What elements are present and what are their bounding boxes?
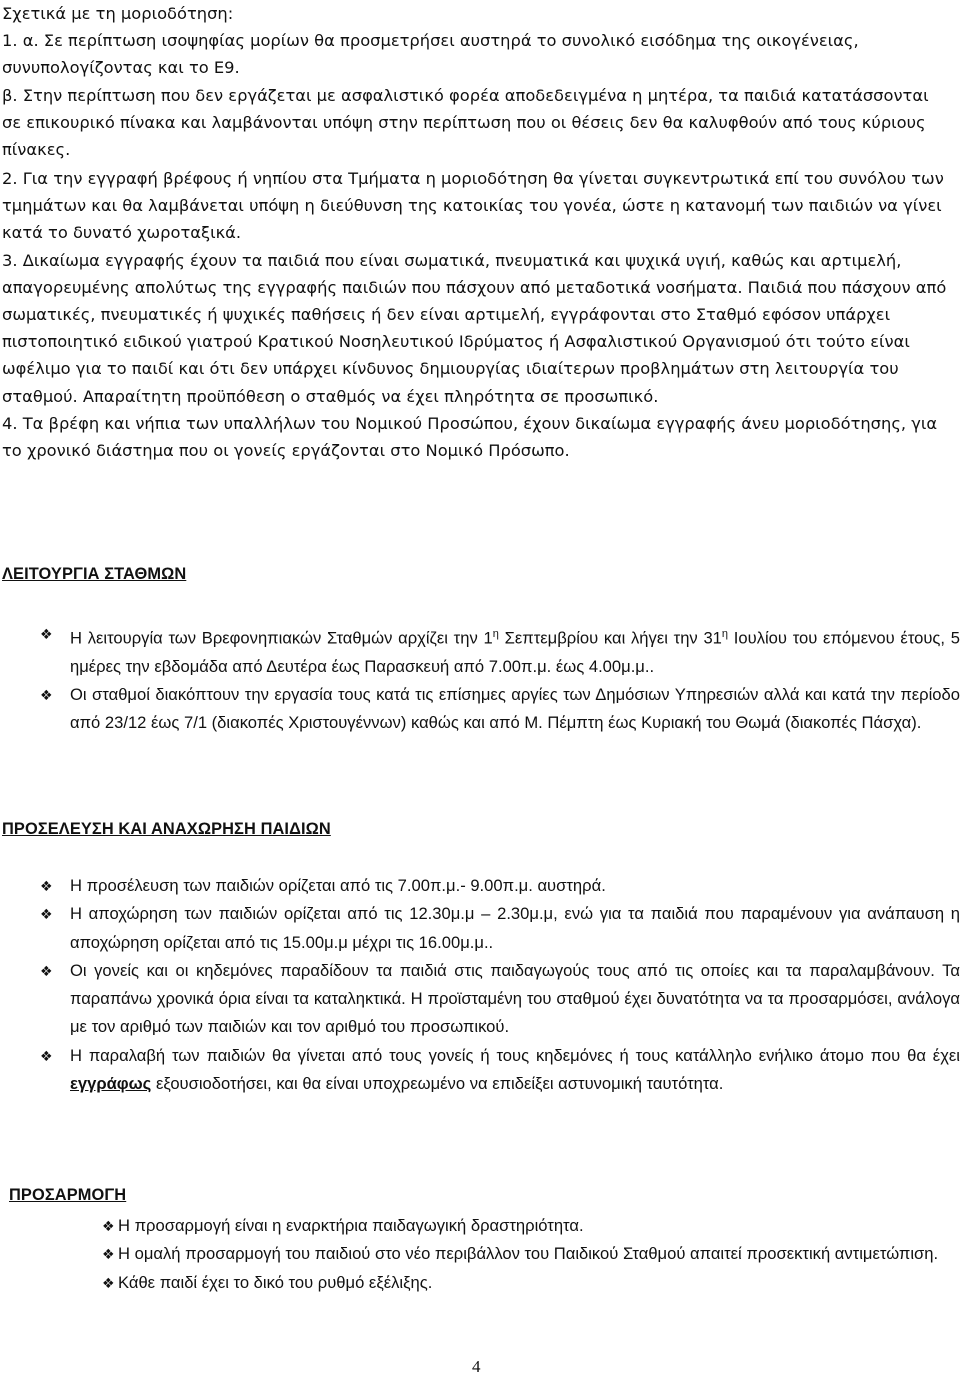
page-number: 4	[472, 1357, 481, 1376]
operation-list	[0, 620, 960, 738]
diamond-bullet-icon: ❖	[102, 1218, 115, 1234]
ordinal-sup: η	[492, 628, 499, 640]
diamond-bullet-icon: ❖	[102, 1246, 115, 1263]
operation-b1-part2: Σεπτεμβρίου και λήγει την 31	[498, 628, 722, 648]
funding-item-b: β. Στην περίπτωση που δεν εργάζεται με ασφαλιστικό φορέα αποδεδειγμένα η μητέρα, τα παιδιά κατατάσσονται σε επικουρικό πίνακα και λαμβάνονται υπόψη στην περίπτωση που οι θέσεις δεν θα καλυφθούν από τους κύριους πίνακες.	[2, 85, 929, 160]
diamond-bullet-icon: ❖	[40, 878, 53, 894]
diamond-bullet-icon: ❖	[40, 906, 53, 923]
list-item	[0, 620, 960, 681]
list-item	[0, 681, 960, 738]
funding-title: Σχετικά με τη μοριοδότηση:	[2, 4, 234, 23]
diamond-bullet-icon: ❖	[40, 962, 53, 979]
adaptation-b3: Κάθε παιδί έχει το δικό του ρυθμό εξέλιξης.	[118, 1272, 433, 1292]
adaptation-heading: ΠΡΟΣΑΡΜΟΓΗ	[9, 1186, 127, 1204]
diamond-bullet-icon: ❖	[40, 687, 53, 704]
ordinal-sup: η	[721, 628, 729, 640]
adaptation-b2: Η ομαλή προσαρμογή του παιδιού στο νέο περιβάλλον του Παιδικού Σταθμού απαιτεί προσεκτική αντιμετώπιση.	[118, 1244, 939, 1264]
list-item	[0, 957, 960, 1042]
adaptation-list	[0, 1212, 960, 1297]
numbered-paragraphs	[2, 165, 956, 464]
funding-item-a: 1. α. Σε περίπτωση ισοψηφίας μορίων θα προσμετρήσει αυστηρά το συνολικό εισόδημα της οικογένειας, συνυπολογίζοντας και το Ε9.	[2, 31, 859, 78]
arrival-b1: Η προσέλευση των παιδιών ορίζεται από τις 7.00π.μ.- 9.00π.μ. αυστηρά.	[70, 876, 606, 895]
operation-b1-part3: Ιουλίου του επόμενου έτους, 5 ημέρες την εβδομάδα από Δευτέρα έως Παρασκευή από 7.00π.μ. έως 4.00μ.μ..	[70, 628, 960, 676]
paragraph-2: 2. Για την εγγραφή βρέφους ή νηπίου στα Τμήματα η μοριοδότηση θα γίνεται συγκεντρωτικά επί του συνόλου των τμημάτων και θα λαμβάνεται υπόψη η διεύθυνση της κατοικίας του γονέα, ώστε η κατανομή των παιδιών να γίνει κατά το δυνατό χωροταξικά.	[2, 169, 944, 243]
list-item	[0, 872, 960, 900]
emphasis-word: εγγράφως	[70, 1074, 152, 1094]
diamond-bullet-icon: ❖	[40, 626, 53, 642]
list-item	[0, 1240, 960, 1268]
arrival-b4-part1: Η παραλαβή των παιδιών θα γίνεται από τους γονείς ή τους κηδεμόνες ή τους κατάλληλο ενήλικο άτομο που θα έχει	[70, 1045, 960, 1065]
list-item	[0, 1042, 960, 1099]
arrival-heading: ΠΡΟΣΕΛΕΥΣΗ ΚΑΙ ΑΝΑΧΩΡΗΣΗ ΠΑΙΔΙΩΝ	[2, 820, 331, 838]
paragraph-3: 3. Δικαίωμα εγγραφής έχουν τα παιδιά που είναι σωματικά, πνευματικά και ψυχικά υγιή, καθώς και αρτιμελή, απαγορευμένης απολύτως της εγγραφής παιδιών που πάσχουν από μεταδοτικά νοσήματα. Παιδιά που πάσχουν από σωματικές, πνευματικές ή ψυχικές παθήσεις ή δεν είναι αρτιμελή, εγγράφονται στο Σταθμό εφόσον υπάρχει πιστοποιητικό ειδικού γιατρού Κρατικού Νοσηλευτικού Ιδρύματος ή Ασφαλιστικού Οργανισμού ότι τούτο είναι ωφέλιμο για το παιδί και ότι δεν υπάρχει κίνδυνος δημιουργίας ιδιαίτερων προβλημάτων στη λειτουργία του σταθμού. Απαραίτητη προϋπόθεση ο σταθμός να έχει πληρότητα σε προσωπικό.	[2, 250, 947, 406]
operation-b1-part1: Η λειτουργία των Βρεφονηπιακών Σταθμών αρχίζει την 1	[70, 628, 493, 648]
arrival-b3: Οι γονείς και οι κηδεμόνες παραδίδουν τα παιδιά στις παιδαγωγούς τους από τις οποίες και τα παραλαμβάνουν. Τα παραπάνω χρονικά όρια είναι τα καταληκτικά. Η προϊσταμένη του σταθμού έχει δυνατότητα να τα προσαρμόσει, ανάλογα με τον αριθμό των παιδιών και τον αριθμό του προσωπικού.	[70, 960, 960, 1037]
list-item	[0, 1212, 960, 1240]
list-item	[0, 1269, 960, 1297]
diamond-bullet-icon: ❖	[102, 1274, 115, 1291]
arrival-b2: Η αποχώρηση των παιδιών ορίζεται από τις 12.30μ.μ – 2.30μ.μ, ενώ για τα παιδιά που παραμένουν για ανάπαυση η αποχώρηση ορίζεται από τις 15.00μ.μ μέχρι τις 16.00μ.μ..	[70, 904, 960, 952]
paragraph-4: 4. Τα βρέφη και νήπια των υπαλλήλων του Νομικού Προσώπου, έχουν δικαίωμα εγγραφής άνευ μοριοδότησης, για το χρονικό διάστημα που οι γονείς εργάζονται στο Νομικό Πρόσωπο.	[2, 413, 938, 461]
list-item	[0, 900, 960, 957]
arrival-list	[0, 872, 960, 1098]
funding-notes	[2, 0, 952, 163]
operation-heading: ΛΕΙΤΟΥΡΓΙΑ ΣΤΑΘΜΩΝ	[2, 565, 187, 583]
diamond-bullet-icon: ❖	[40, 1047, 53, 1064]
operation-b2: Οι σταθμοί διακόπτουν την εργασία τους κατά τις επίσημες αργίες των Δημόσιων Υπηρεσιών αλλά και κατά την περίοδο από 23/12 έως 7/1 (διακοπές Χριστουγέννων) καθώς και από Μ. Πέμπτη έως Κυριακή του Θωμά (διακοπές Πάσχα).	[70, 685, 960, 733]
arrival-b4-part2: εξουσιοδοτήσει, και θα είναι υποχρεωμένο να επιδείξει αστυνομική ταυτότητα.	[151, 1074, 724, 1094]
adaptation-b1: Η προσαρμογή είναι η εναρκτήρια παιδαγωγική δραστηριότητα.	[118, 1216, 584, 1235]
